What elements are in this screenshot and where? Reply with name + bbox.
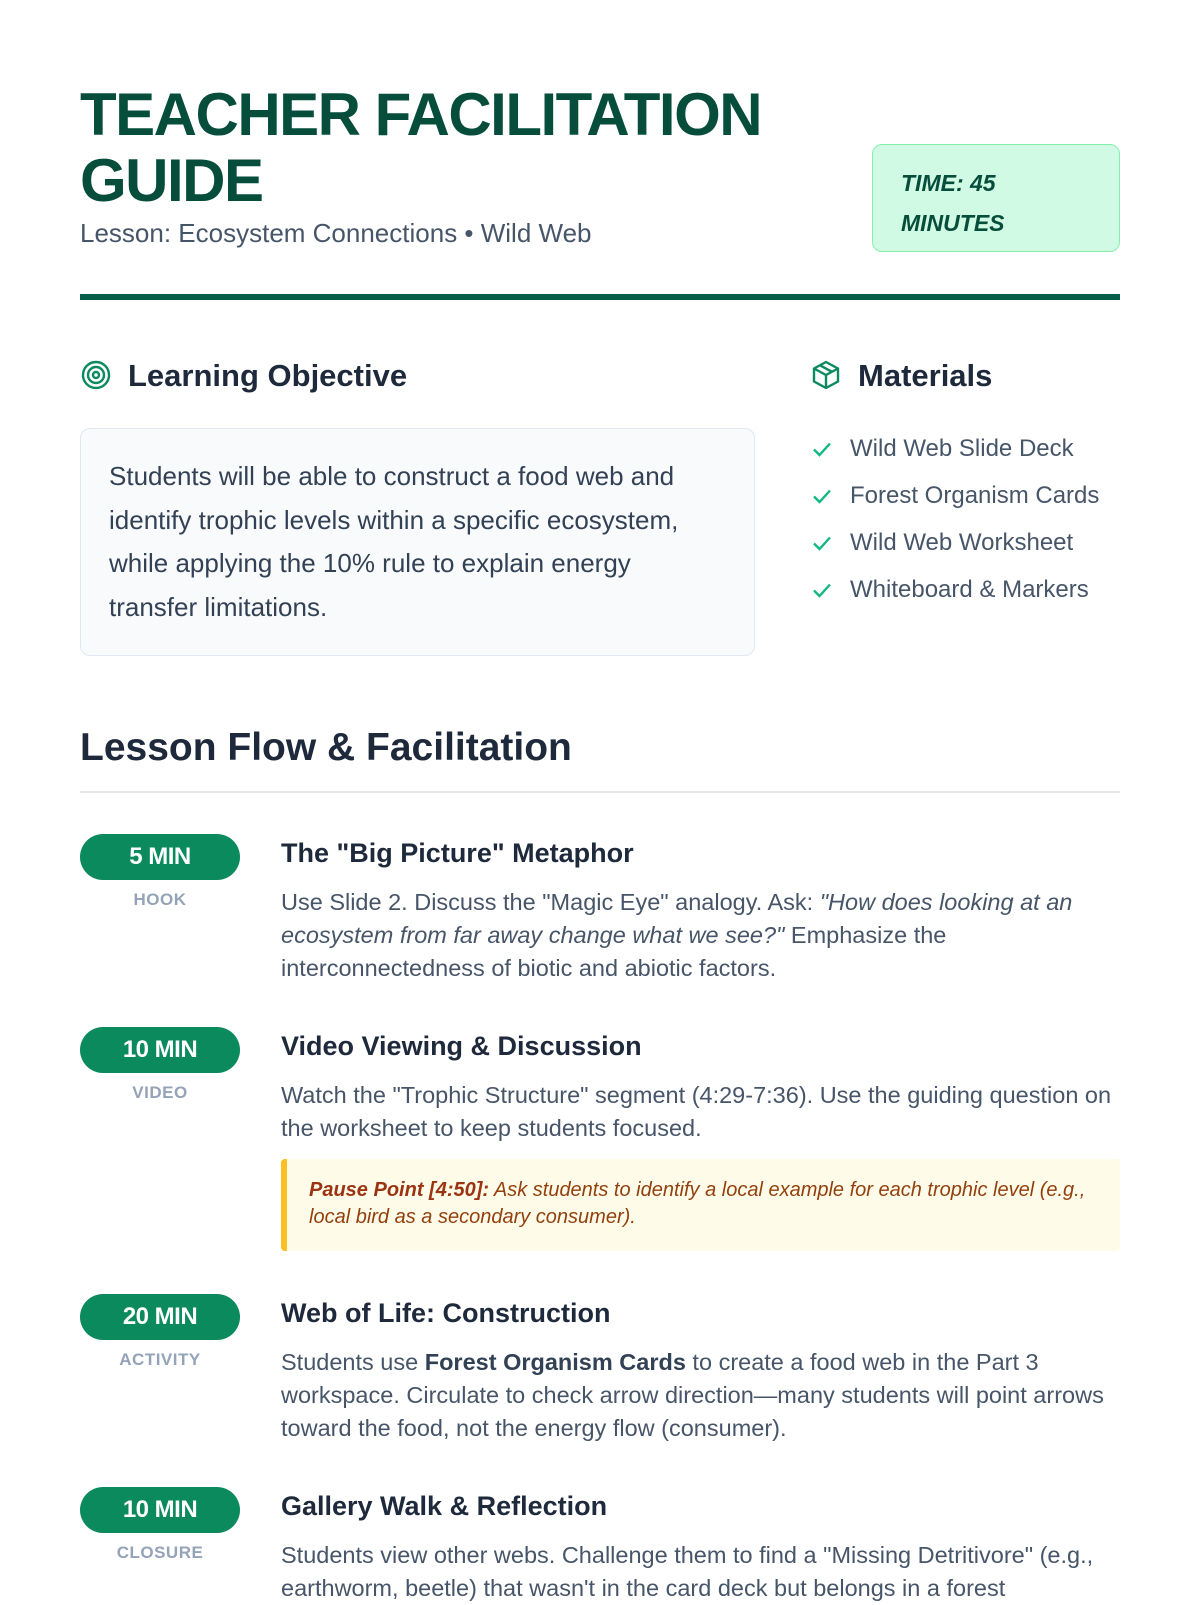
header-divider [80, 294, 1120, 300]
step-tag: HOOK [133, 890, 187, 909]
pause-point-callout: Pause Point [4:50]: Ask students to identify a local example for each trophic level (e.g., local bird as a secondary consumer). [281, 1159, 1120, 1251]
step-title: Gallery Walk & Reflection [281, 1491, 608, 1521]
duration-pill: 10 MIN [80, 1487, 240, 1533]
objective-text: Students will be able to construct a food web and identify trophic levels within a specific ecosystem, while applying the 10% rule to explain energy transfer limitations. [80, 428, 755, 656]
step-tag: ACTIVITY [119, 1350, 201, 1369]
header [80, 82, 1120, 302]
step-title: Video Viewing & Discussion [281, 1031, 642, 1061]
step-description: Use Slide 2. Discuss the "Magic Eye" analogy. Ask: "How does looking at an ecosystem from far away change what we see?" Emphasize the interconnectedness of biotic and abiotic factors. [281, 889, 1073, 981]
list-item [810, 425, 1099, 472]
list-item [810, 566, 1099, 613]
page-title: TEACHER FACILITATION GUIDE [80, 81, 762, 214]
check-icon [810, 578, 834, 602]
section-divider [80, 791, 1120, 793]
list-item [810, 472, 1099, 519]
material-label: Wild Web Slide Deck [850, 434, 1074, 462]
step-description: Students use Forest Organism Cards to create a food web in the Part 3 workspace. Circulate to check arrow direction—many students will point arrows toward the food, not the energy flow (consumer). [281, 1349, 1104, 1441]
materials-heading-label: Materials [858, 358, 993, 393]
duration-pill: 10 MIN [80, 1027, 240, 1073]
material-label: Wild Web Worksheet [850, 528, 1074, 556]
step-description: Students view other webs. Challenge them to find a "Missing Detritivore" (e.g., earthworm, beetle) that wasn't in the card deck but belongs in a forest [281, 1542, 1094, 1601]
box-icon [810, 359, 844, 393]
material-label: Whiteboard & Markers [850, 575, 1089, 603]
lesson-subtitle: Lesson: Ecosystem Connections • Wild Web [80, 218, 592, 248]
materials-heading [810, 358, 992, 394]
duration-pill: 5 MIN [80, 834, 240, 880]
check-icon [810, 531, 834, 555]
step-description: Watch the "Trophic Structure" segment (4:29-7:36). Use the guiding question on the worksheet to keep students focused. [281, 1082, 1112, 1141]
lesson-flow-heading: Lesson Flow & Facilitation [80, 726, 572, 769]
material-label: Forest Organism Cards [850, 481, 1100, 509]
check-icon [810, 484, 834, 508]
step-tag: CLOSURE [116, 1543, 204, 1562]
step-tag: VIDEO [132, 1083, 188, 1102]
check-icon [810, 437, 834, 461]
objective-heading-label: Learning Objective [128, 358, 408, 393]
duration-pill: 20 MIN [80, 1294, 240, 1340]
materials-list [810, 425, 1099, 613]
step-title: Web of Life: Construction [281, 1298, 611, 1328]
objective-heading [80, 358, 407, 394]
list-item [810, 519, 1099, 566]
step-title: The "Big Picture" Metaphor [281, 838, 634, 868]
target-icon [80, 359, 114, 393]
time-badge: TIME: 45 MINUTES [872, 144, 1120, 252]
